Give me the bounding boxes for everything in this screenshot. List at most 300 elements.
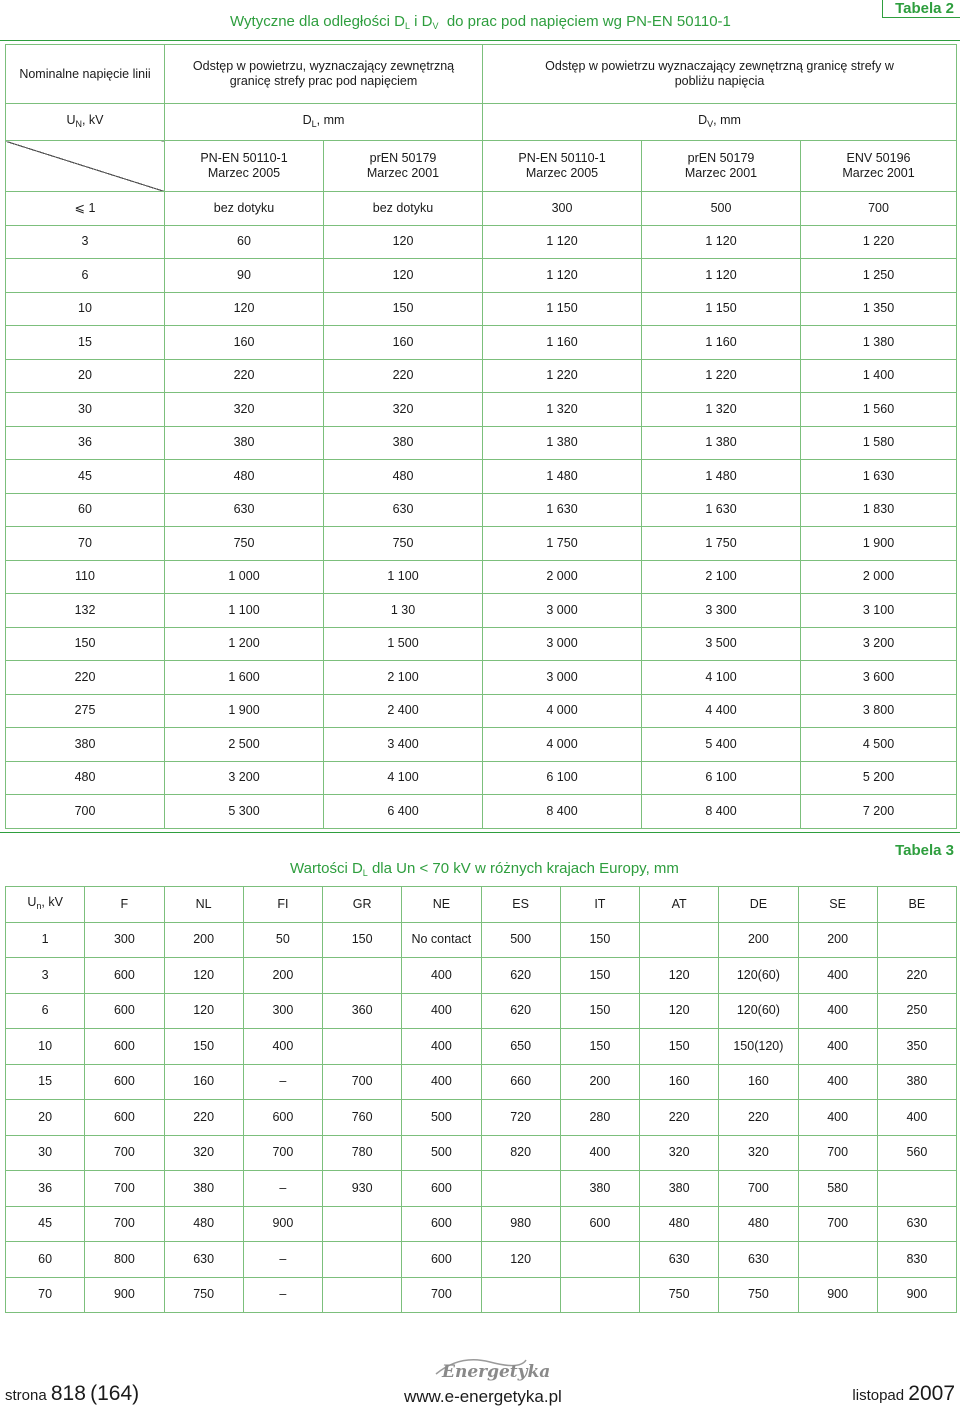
table2-divider	[0, 40, 960, 41]
distance-cell: 630	[165, 493, 324, 527]
standard-date: Marzec 2001	[366, 166, 440, 180]
standard-name: PN-EN 50110-1	[518, 151, 606, 165]
distance-cell: 2 400	[324, 694, 483, 728]
distance-cell: 1 220	[801, 225, 957, 259]
diagonal-cell	[6, 141, 165, 192]
distance-cell	[560, 1277, 639, 1313]
distance-cell: 480	[324, 460, 483, 494]
distance-cell: 300	[483, 192, 642, 226]
distance-cell: 600	[402, 1242, 481, 1278]
distance-cell: 1 120	[483, 225, 642, 259]
distance-cell: 5 200	[801, 761, 957, 795]
distance-cell: 1 750	[642, 527, 801, 561]
distance-cell: 320	[164, 1135, 243, 1171]
distance-cell: 300	[85, 922, 164, 958]
distance-cell	[323, 1277, 402, 1313]
country-header: IT	[560, 887, 639, 923]
distance-cell: 650	[481, 1029, 560, 1065]
distance-cell: 1 600	[165, 661, 324, 695]
voltage-cell: 20	[6, 1100, 85, 1136]
distance-cell: 120	[324, 259, 483, 293]
distance-cell: 120	[164, 958, 243, 994]
distance-cell: 600	[560, 1206, 639, 1242]
distance-cell: 600	[85, 993, 164, 1029]
standard-name: PN-EN 50110-1	[200, 151, 288, 165]
distance-cell: 620	[481, 958, 560, 994]
distance-cell: 150(120)	[719, 1029, 798, 1065]
distance-cell: 600	[85, 1064, 164, 1100]
table-row	[6, 1206, 957, 1242]
table2-caption	[0, 0, 960, 40]
distance-cell: 3 200	[801, 627, 957, 661]
distance-cell: 700	[85, 1171, 164, 1207]
table-row	[6, 292, 957, 326]
distance-cell: 500	[642, 192, 801, 226]
distance-cell: 1 630	[642, 493, 801, 527]
dv-unit-header: $D_V$, mm	[483, 104, 957, 141]
distance-cell: 1 120	[642, 259, 801, 293]
distance-cell: 8 400	[642, 795, 801, 829]
table-row	[6, 993, 957, 1029]
distance-cell: 700	[798, 1206, 877, 1242]
voltage-cell: 36	[6, 1171, 85, 1207]
country-header: DE	[719, 887, 798, 923]
distance-cell: 980	[481, 1206, 560, 1242]
distance-cell: 4 000	[483, 694, 642, 728]
table-row	[6, 694, 957, 728]
distance-cell: 700	[85, 1206, 164, 1242]
distance-cell: 160	[164, 1064, 243, 1100]
distance-cell: 50	[243, 922, 322, 958]
distance-cell: 2 100	[642, 560, 801, 594]
distance-cell: 580	[798, 1171, 877, 1207]
table-row	[6, 1029, 957, 1065]
distance-cell: 120(60)	[719, 993, 798, 1029]
table-row	[6, 728, 957, 762]
distance-cell: 630	[640, 1242, 719, 1278]
distance-cell: No contact	[402, 922, 481, 958]
distance-cell: 120	[640, 993, 719, 1029]
distance-cell: –	[243, 1171, 322, 1207]
distance-cell: 250	[877, 993, 956, 1029]
distance-cell: 320	[324, 393, 483, 427]
table3	[5, 886, 957, 1313]
distance-cell: 200	[243, 958, 322, 994]
distance-cell: 1 100	[165, 594, 324, 628]
table-row	[6, 1100, 957, 1136]
distance-cell: 1 220	[483, 359, 642, 393]
distance-cell: 750	[165, 527, 324, 561]
voltage-cell: 220	[6, 661, 165, 695]
distance-cell: 700	[243, 1135, 322, 1171]
standard-date: Marzec 2005	[207, 166, 281, 180]
distance-cell: bez dotyku	[165, 192, 324, 226]
distance-cell: 1 30	[324, 594, 483, 628]
distance-cell: 630	[719, 1242, 798, 1278]
voltage-cell: 15	[6, 1064, 85, 1100]
distance-cell: 3 500	[642, 627, 801, 661]
distance-cell: 1 830	[801, 493, 957, 527]
table3-title: Wartości $D_L$ dla Un < 70 kV w różnych krajach Europy, mm	[290, 860, 679, 878]
distance-cell: 1 480	[642, 460, 801, 494]
distance-cell: 220	[877, 958, 956, 994]
table3-header-row	[6, 887, 957, 923]
distance-cell: 380	[640, 1171, 719, 1207]
distance-cell: 400	[402, 1064, 481, 1100]
table-row	[6, 527, 957, 561]
distance-cell: 400	[798, 993, 877, 1029]
distance-cell	[323, 1242, 402, 1278]
voltage-cell: 10	[6, 292, 165, 326]
voltage-cell: 45	[6, 1206, 85, 1242]
distance-cell: 120	[165, 292, 324, 326]
distance-cell: 820	[481, 1135, 560, 1171]
distance-cell: 150	[324, 292, 483, 326]
distance-cell: 1 560	[801, 393, 957, 427]
table3-divider	[0, 832, 960, 833]
distance-cell: 3 000	[483, 661, 642, 695]
svg-text:Energetyka: Energetyka	[442, 1362, 551, 1382]
distance-cell: 760	[323, 1100, 402, 1136]
table-row	[6, 1277, 957, 1313]
table-row	[6, 460, 957, 494]
voltage-cell: 275	[6, 694, 165, 728]
voltage-cell: 30	[6, 1135, 85, 1171]
distance-cell: 160	[719, 1064, 798, 1100]
distance-cell: 660	[481, 1064, 560, 1100]
distance-cell: 1 200	[165, 627, 324, 661]
distance-cell: 3 600	[801, 661, 957, 695]
issue-date: listopad 2007	[852, 1382, 955, 1405]
distance-cell: 630	[877, 1206, 956, 1242]
distance-cell: 150	[560, 993, 639, 1029]
distance-cell: 600	[85, 1029, 164, 1065]
voltage-cell: 20	[6, 359, 165, 393]
voltage-cell: 6	[6, 993, 85, 1029]
country-header: GR	[323, 887, 402, 923]
distance-cell: 4 500	[801, 728, 957, 762]
distance-cell: 2 100	[324, 661, 483, 695]
standard-name: prEN 50179	[369, 151, 437, 165]
voltage-cell: ⩽ 1	[6, 192, 165, 226]
distance-cell: 600	[85, 1100, 164, 1136]
standard-date: Marzec 2001	[842, 166, 915, 180]
table-row	[6, 1242, 957, 1278]
distance-cell: 1 630	[801, 460, 957, 494]
distance-cell: 830	[877, 1242, 956, 1278]
distance-cell: 500	[481, 922, 560, 958]
distance-cell: 380	[560, 1171, 639, 1207]
dl-unit-header: $D_L$, mm	[165, 104, 483, 141]
voltage-cell: 6	[6, 259, 165, 293]
distance-cell: 3 800	[801, 694, 957, 728]
distance-cell: 220	[165, 359, 324, 393]
distance-cell: 5 400	[642, 728, 801, 762]
voltage-cell: 70	[6, 1277, 85, 1313]
table-row	[6, 594, 957, 628]
distance-cell: 500	[402, 1100, 481, 1136]
air-gap-work-header: Odstęp w powietrzu, wyznaczający zewnętrzną granicę strefy prac pod napięciem	[165, 45, 483, 104]
distance-cell: 400	[877, 1100, 956, 1136]
distance-cell: 1 120	[642, 225, 801, 259]
distance-cell: 4 100	[642, 661, 801, 695]
distance-cell: 6 400	[324, 795, 483, 829]
distance-cell: 150	[164, 1029, 243, 1065]
distance-cell: 1 250	[801, 259, 957, 293]
distance-cell: 1 320	[483, 393, 642, 427]
distance-cell: 380	[324, 426, 483, 460]
distance-cell: 3 000	[483, 594, 642, 628]
table-row	[6, 192, 957, 226]
voltage-cell: 30	[6, 393, 165, 427]
distance-cell: 480	[719, 1206, 798, 1242]
distance-cell: 220	[719, 1100, 798, 1136]
distance-cell: 600	[243, 1100, 322, 1136]
voltage-cell: 1	[6, 922, 85, 958]
energetyka-logo	[430, 1352, 551, 1384]
voltage-cell: 10	[6, 1029, 85, 1065]
voltage-cell: 60	[6, 493, 165, 527]
distance-cell: 700	[801, 192, 957, 226]
distance-cell: 160	[165, 326, 324, 360]
distance-cell: 1 160	[642, 326, 801, 360]
table-row	[6, 225, 957, 259]
voltage-cell: 110	[6, 560, 165, 594]
distance-cell: 320	[165, 393, 324, 427]
distance-cell: 600	[402, 1171, 481, 1207]
distance-cell: 3 000	[483, 627, 642, 661]
distance-cell: 4 000	[483, 728, 642, 762]
distance-cell: –	[243, 1242, 322, 1278]
distance-cell: 900	[877, 1277, 956, 1313]
voltage-cell: 380	[6, 728, 165, 762]
un-unit-header: $U_N$, kV	[6, 104, 165, 141]
distance-cell: 3 200	[165, 761, 324, 795]
distance-cell: 200	[719, 922, 798, 958]
voltage-cell: 480	[6, 761, 165, 795]
distance-cell: 200	[164, 922, 243, 958]
distance-cell: 2 000	[801, 560, 957, 594]
air-gap-near-header: Odstęp w powietrzu wyznaczający zewnętrzną granicę strefy w pobliżu napięcia	[483, 45, 957, 104]
distance-cell: 320	[640, 1135, 719, 1171]
distance-cell: 1 400	[801, 359, 957, 393]
country-header: F	[85, 887, 164, 923]
page-number: strona 818 (164)	[5, 1382, 140, 1405]
distance-cell: 750	[719, 1277, 798, 1313]
distance-cell: 3 100	[801, 594, 957, 628]
distance-cell: 480	[164, 1206, 243, 1242]
distance-cell: 60	[165, 225, 324, 259]
distance-cell: 380	[877, 1064, 956, 1100]
distance-cell	[640, 922, 719, 958]
distance-cell: 1 900	[165, 694, 324, 728]
table-row	[6, 627, 957, 661]
standard-name: ENV 50196	[846, 151, 911, 165]
table-row	[6, 326, 957, 360]
distance-cell: 3 300	[642, 594, 801, 628]
distance-cell	[798, 1242, 877, 1278]
distance-cell: 700	[323, 1064, 402, 1100]
table2	[5, 44, 957, 829]
standard-name: prEN 50179	[687, 151, 755, 165]
distance-cell: 280	[560, 1100, 639, 1136]
distance-cell: 500	[402, 1135, 481, 1171]
distance-cell: 220	[164, 1100, 243, 1136]
distance-cell: 400	[798, 1029, 877, 1065]
voltage-cell: 3	[6, 958, 85, 994]
table-row	[6, 661, 957, 695]
distance-cell: 1 120	[483, 259, 642, 293]
distance-cell: 5 300	[165, 795, 324, 829]
distance-cell: 1 900	[801, 527, 957, 561]
standard-header	[483, 141, 642, 192]
country-header: NE	[402, 887, 481, 923]
distance-cell: –	[243, 1064, 322, 1100]
table-row	[6, 922, 957, 958]
distance-cell: 600	[85, 958, 164, 994]
distance-cell: 380	[165, 426, 324, 460]
country-header: SE	[798, 887, 877, 923]
distance-cell: 750	[324, 527, 483, 561]
distance-cell: 320	[719, 1135, 798, 1171]
distance-cell: 1 580	[801, 426, 957, 460]
distance-cell: 600	[402, 1206, 481, 1242]
standard-header	[642, 141, 801, 192]
distance-cell: 400	[560, 1135, 639, 1171]
distance-cell: 300	[243, 993, 322, 1029]
country-header: BE	[877, 887, 956, 923]
table-row	[6, 393, 957, 427]
table-row	[6, 795, 957, 829]
country-header: AT	[640, 887, 719, 923]
distance-cell: 1 480	[483, 460, 642, 494]
distance-cell: 120(60)	[719, 958, 798, 994]
distance-cell: 1 220	[642, 359, 801, 393]
distance-cell: 400	[243, 1029, 322, 1065]
distance-cell	[877, 1171, 956, 1207]
standard-date: Marzec 2001	[684, 166, 758, 180]
table-row	[6, 259, 957, 293]
distance-cell: 400	[798, 958, 877, 994]
country-header: ES	[481, 887, 560, 923]
voltage-cell: 150	[6, 627, 165, 661]
distance-cell: 120	[481, 1242, 560, 1278]
distance-cell: 6 100	[483, 761, 642, 795]
table-row	[6, 1171, 957, 1207]
distance-cell: 200	[560, 1064, 639, 1100]
distance-cell: 900	[85, 1277, 164, 1313]
distance-cell: 380	[164, 1171, 243, 1207]
distance-cell: 1 750	[483, 527, 642, 561]
distance-cell: 1 500	[324, 627, 483, 661]
distance-cell: 750	[640, 1277, 719, 1313]
distance-cell	[323, 958, 402, 994]
distance-cell: 1 380	[483, 426, 642, 460]
distance-cell: 4 100	[324, 761, 483, 795]
distance-cell: 720	[481, 1100, 560, 1136]
distance-cell	[481, 1171, 560, 1207]
distance-cell: 7 200	[801, 795, 957, 829]
distance-cell: 620	[481, 993, 560, 1029]
distance-cell: 560	[877, 1135, 956, 1171]
voltage-cell: 3	[6, 225, 165, 259]
distance-cell: 480	[165, 460, 324, 494]
table2-title: Wytyczne dla odległości $D_L$ i $D_V$ do prac pod napięciem wg PN-EN 50110-1	[230, 13, 731, 31]
table-row	[6, 958, 957, 994]
distance-cell: 750	[164, 1277, 243, 1313]
country-header: NL	[164, 887, 243, 923]
distance-cell: 1 380	[801, 326, 957, 360]
distance-cell: 400	[798, 1064, 877, 1100]
nominal-voltage-header: Nominalne napięcie linii	[6, 45, 165, 104]
distance-cell: 1 350	[801, 292, 957, 326]
distance-cell: 1 000	[165, 560, 324, 594]
distance-cell: 350	[877, 1029, 956, 1065]
website-link[interactable]: www.e-energetyka.pl	[404, 1387, 562, 1406]
distance-cell	[877, 922, 956, 958]
distance-cell: 700	[85, 1135, 164, 1171]
distance-cell: 150	[323, 922, 402, 958]
distance-cell: 220	[640, 1100, 719, 1136]
standard-date: Marzec 2005	[525, 166, 599, 180]
distance-cell: 400	[798, 1100, 877, 1136]
distance-cell: 120	[324, 225, 483, 259]
distance-cell: 160	[640, 1064, 719, 1100]
distance-cell: 6 100	[642, 761, 801, 795]
distance-cell: 200	[798, 922, 877, 958]
table2-body	[6, 192, 957, 829]
voltage-cell: 45	[6, 460, 165, 494]
distance-cell: 400	[402, 993, 481, 1029]
distance-cell: 900	[798, 1277, 877, 1313]
distance-cell: 780	[323, 1135, 402, 1171]
distance-cell: 2 000	[483, 560, 642, 594]
distance-cell: 400	[402, 1029, 481, 1065]
distance-cell	[481, 1277, 560, 1313]
distance-cell	[560, 1242, 639, 1278]
distance-cell: 3 400	[324, 728, 483, 762]
distance-cell: 90	[165, 259, 324, 293]
distance-cell: 700	[719, 1171, 798, 1207]
standard-header	[801, 141, 957, 192]
table3-label: Tabela 3	[895, 842, 954, 859]
distance-cell	[323, 1206, 402, 1242]
distance-cell: 900	[243, 1206, 322, 1242]
distance-cell: 700	[402, 1277, 481, 1313]
distance-cell: 150	[560, 1029, 639, 1065]
distance-cell: 1 630	[483, 493, 642, 527]
distance-cell: 360	[323, 993, 402, 1029]
table-row	[6, 560, 957, 594]
distance-cell: 1 320	[642, 393, 801, 427]
distance-cell: 480	[640, 1206, 719, 1242]
distance-cell: bez dotyku	[324, 192, 483, 226]
table-row	[6, 493, 957, 527]
distance-cell: 930	[323, 1171, 402, 1207]
distance-cell: 120	[640, 958, 719, 994]
voltage-cell: 60	[6, 1242, 85, 1278]
country-header: FI	[243, 887, 322, 923]
table-row	[6, 359, 957, 393]
table2-label: Tabela 2	[882, 0, 960, 18]
distance-cell: 700	[798, 1135, 877, 1171]
distance-cell: 150	[560, 922, 639, 958]
distance-cell: 220	[324, 359, 483, 393]
voltage-cell: 36	[6, 426, 165, 460]
distance-cell: 1 100	[324, 560, 483, 594]
distance-cell: 8 400	[483, 795, 642, 829]
distance-cell: 2 500	[165, 728, 324, 762]
